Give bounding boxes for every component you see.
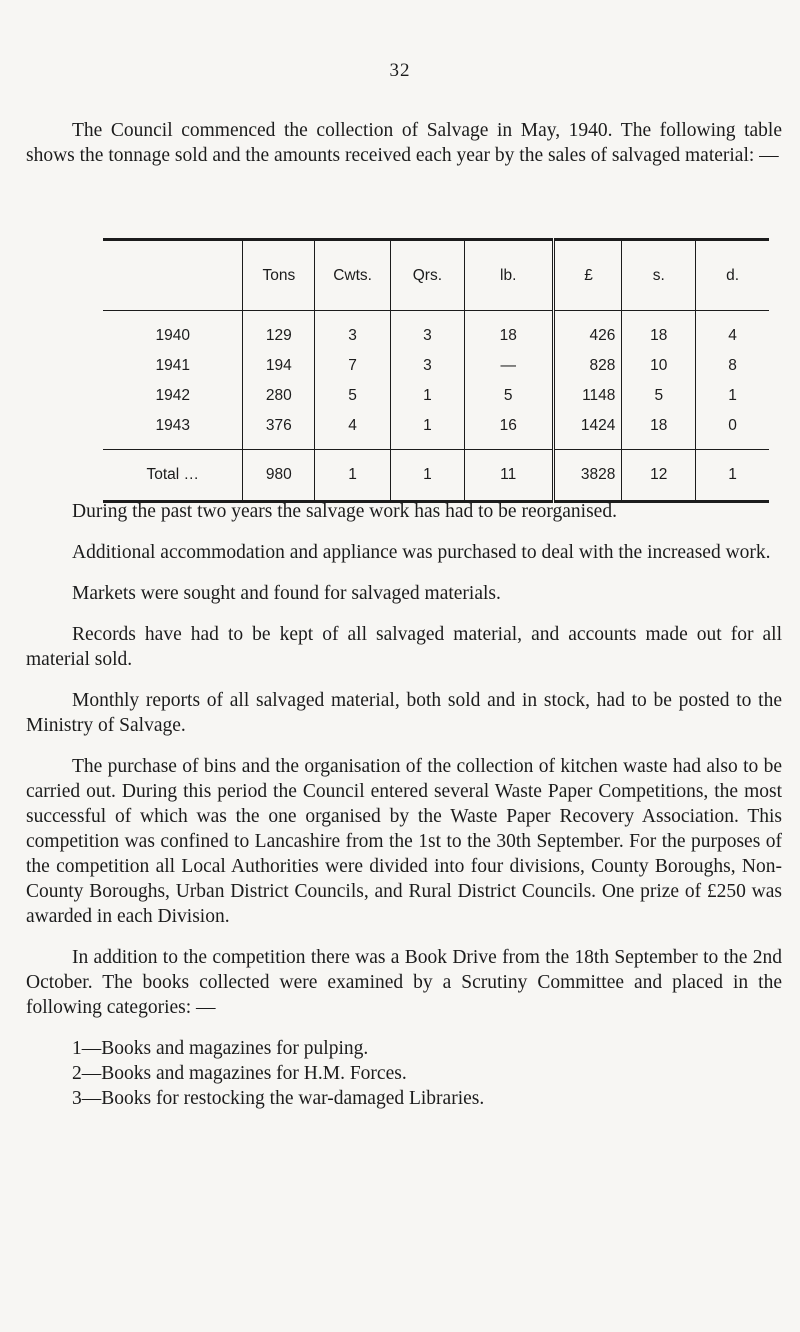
header-pence: d.	[696, 240, 769, 311]
cell-cwts: 5	[315, 381, 391, 411]
total-pence: 1	[696, 450, 769, 502]
cell-pounds: 1424	[553, 411, 622, 450]
header-lb: lb.	[464, 240, 553, 311]
cell-year: 1943	[155, 417, 190, 434]
cell-shillings: 10	[622, 351, 696, 381]
cell-pence: 0	[696, 411, 769, 450]
cell-qrs: 1	[391, 381, 465, 411]
cell-pounds: 1148	[553, 381, 622, 411]
cell-lb: —	[464, 351, 553, 381]
cell-shillings: 18	[622, 411, 696, 450]
paragraph-competitions: The purchase of bins and the organisation of the collection of kitchen waste had also to be carried out. During this period the Council entered several Waste Paper Competitions, the most successful of which was the one organised by the Waste Paper Recovery Association. This competition was confined to Lancashire from the 1st to the 30th September. For the purposes of the competition all Local Authorities were divided into four divisions, County Boroughs, Non-County Boroughs, Urban District Councils, and Rural District Councils. One prize of £250 was awarded in each Division.	[26, 756, 782, 927]
cell-shillings: 18	[622, 311, 696, 352]
cell-tons: 194	[243, 351, 315, 381]
cell-year: 1940	[155, 327, 190, 344]
cell-year: 1942	[155, 387, 190, 404]
list-item: 1—Books and magazines for pulping.	[72, 1038, 369, 1059]
total-pounds: 3828	[553, 450, 622, 502]
cell-shillings: 5	[622, 381, 696, 411]
total-label: Total …	[103, 450, 243, 502]
categories-list	[26, 1036, 782, 1111]
cell-lb: 18	[464, 311, 553, 352]
paragraph-monthly-reports: Monthly reports of all salvaged material, both sold and in stock, had to be posted to the Ministry of Salvage.	[26, 690, 782, 736]
total-tons: 980	[243, 450, 315, 502]
header-pounds: £	[553, 240, 622, 311]
cell-tons: 376	[243, 411, 315, 450]
table-row	[103, 351, 769, 381]
paragraph-markets: Markets were sought and found for salvaged materials.	[72, 583, 501, 604]
table-row	[103, 311, 769, 352]
header-qrs: Qrs.	[391, 240, 465, 311]
header-year	[103, 240, 243, 311]
cell-tons: 280	[243, 381, 315, 411]
total-qrs: 1	[391, 450, 465, 502]
cell-tons: 129	[243, 311, 315, 352]
table-header-row	[103, 240, 769, 311]
cell-lb: 16	[464, 411, 553, 450]
cell-pounds: 426	[553, 311, 622, 352]
intro-section	[26, 118, 782, 168]
paragraph-records: Records have had to be kept of all salvaged material, and accounts made out for all material sold.	[26, 624, 782, 670]
cell-pounds: 828	[553, 351, 622, 381]
cell-qrs: 1	[391, 411, 465, 450]
page-number: 32	[389, 60, 411, 81]
cell-cwts: 4	[315, 411, 391, 450]
header-tons: Tons	[243, 240, 315, 311]
header-shillings: s.	[622, 240, 696, 311]
body-section	[26, 499, 782, 1111]
cell-pence: 1	[696, 381, 769, 411]
table-row	[103, 411, 769, 450]
cell-qrs: 3	[391, 351, 465, 381]
list-item: 2—Books and magazines for H.M. Forces.	[72, 1063, 407, 1084]
paragraph-accommodation: Additional accommodation and appliance was purchased to deal with the increased work.	[72, 542, 771, 563]
table-row	[103, 381, 769, 411]
intro-paragraph: The Council commenced the collection of Salvage in May, 1940. The following table shows the tonnage sold and the amounts received each year by the sales of salvaged material: —	[26, 120, 782, 166]
total-lb: 11	[464, 450, 553, 502]
cell-pence: 8	[696, 351, 769, 381]
cell-qrs: 3	[391, 311, 465, 352]
cell-cwts: 3	[315, 311, 391, 352]
paragraph-reorganised: During the past two years the salvage work has had to be reorganised.	[72, 501, 617, 522]
table-total-row	[103, 450, 769, 502]
list-item: 3—Books for restocking the war-damaged Libraries.	[72, 1088, 485, 1109]
paragraph-book-drive: In addition to the competition there was a Book Drive from the 18th September to the 2nd October. The books collected were examined by a Scrutiny Committee and placed in the following categories: —	[26, 947, 782, 1018]
salvage-table	[103, 238, 769, 503]
header-cwts: Cwts.	[315, 240, 391, 311]
cell-pence: 4	[696, 311, 769, 352]
cell-cwts: 7	[315, 351, 391, 381]
total-cwts: 1	[315, 450, 391, 502]
cell-lb: 5	[464, 381, 553, 411]
total-shillings: 12	[622, 450, 696, 502]
cell-year: 1941	[155, 357, 190, 374]
